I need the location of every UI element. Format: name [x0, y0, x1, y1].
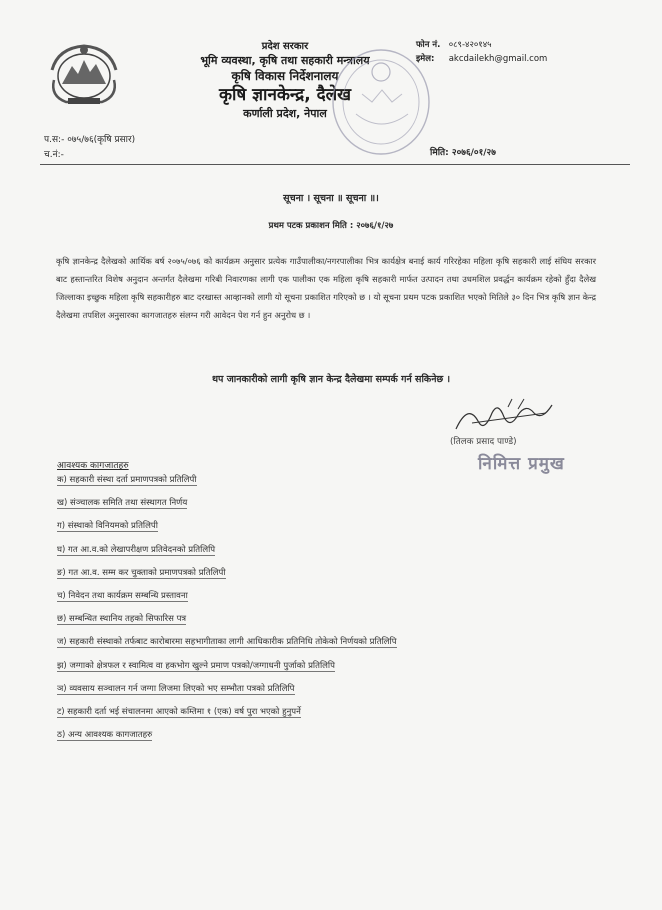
- letterhead-line-3: कृषि विकास निर्देशनालय: [231, 69, 339, 83]
- list-item: ञ) व्यवसाय सञ्चालन गर्न जग्गा लिजमा लिएको भए सम्भौता पत्रको प्रतिलिपि: [57, 683, 295, 694]
- list-item: छ) सम्बन्धित स्थानिय तहको सिफारिस पत्र: [57, 614, 187, 625]
- notice-body: कृषि ज्ञानकेन्द्र दैलेखको आर्थिक बर्ष २०७५/०७६ को कार्यक्रम अनुसार प्रत्येक गाउँपालीका/नगरपालीका भित्र कार्यक्षेत्र बनाई कार्य गरिरहेका महिला कृषि सहकारी लाई संघिय सरकार बाट हस्तान्तरित विशेष अनुदान अन्तर्गत दैलेखमा गरिबी निवारणका लागी एक पालीका एक महिला कृषि सहकारी मार्फत उत्पादन तथा उधमशिल प्रवर्द्धन कार्यक्रम रहेको हुँदा दैलेख जिल्लाका इच्छुक महिला कृषि सहकारीहरु बाट दरखास्त आव्हानको लागी यो सूचना प्रकाशित गरिएको छ । यो सूचना प्रथम पटक प्रकाशित भएको मितिले ३० दिन भित्र कृषि ज्ञान केन्द्र दैलेखमा तपशिल अनुसारका कागजातहरु संलग्न गरी आवेदन पेश गर्न हुन अनुरोध छ ।: [56, 256, 596, 320]
- signatory-designation-stamp: निमित्त प्रमुख: [478, 454, 565, 474]
- email-label: इमेल:: [416, 54, 435, 64]
- required-documents-heading: आवश्यक कागजातहरु: [57, 461, 129, 471]
- list-item: घ) गत आ.व.को लेखापरीक्षण प्रतिवेदनको प्रतिलिपि: [57, 544, 216, 555]
- list-item: ज) सहकारी संस्थाको तर्फबाट कारोबारमा सहभागीताका लागी आधिकारीक प्रतिनिधि तोकेको निर्णयको प्रतिलिपि: [57, 637, 397, 648]
- letterhead-province: कर्णाली प्रदेश, नेपाल: [243, 107, 327, 120]
- phone-value: ०८९-४२०१४५: [448, 40, 492, 50]
- list-item: ख) संञ्चालक समिति तथा संस्थागत निर्णय: [57, 498, 188, 509]
- phone-label: फोन नं.: [416, 40, 441, 50]
- list-item: ग) संस्थाको विनियमको प्रतिलिपी: [57, 521, 158, 532]
- chalani-number: च.नं:-: [44, 150, 64, 160]
- signatory-name: (तिलक प्रसाद पाण्डे): [450, 437, 517, 447]
- required-documents-list: [57, 474, 397, 752]
- email-value: akcdailekh@gmail.com: [448, 54, 548, 64]
- letterhead-line-2: भूमि व्यवस्था, कृषि तथा सहकारी मन्त्रालय: [200, 54, 370, 67]
- list-item: ठ) अन्य आवश्यक कागजातहरु: [57, 730, 153, 741]
- list-item: झ) जग्गाको क्षेत्रफल र स्वामित्व वा हकभोग खुल्ने प्रमाण पत्रको/जग्गाधनी पुर्जाको प्रतिलिपि: [57, 660, 335, 671]
- list-item: ट) सहकारी दर्ता भई संचालनमा आएको कम्तिमा १ (एक) वर्ष पुरा भएको हुनुपर्ने: [57, 706, 301, 717]
- more-info-line: थप जानकारीको लागी कृषि ज्ञान केन्द्र दैलेखमा सम्पर्क गर्न सकिनेछ ।: [211, 374, 451, 385]
- letter-date: मिति: २०७६/०१/२७: [430, 148, 496, 158]
- signature-icon: [448, 395, 568, 437]
- reference-block: [44, 133, 135, 163]
- publication-date: प्रथम पटक प्रकाशन मिति : २०७६/१/२७: [268, 221, 394, 231]
- letterhead-office-name: कृषि ज्ञानकेन्द्र, दैलेख: [218, 85, 352, 105]
- patra-sankhya: प.स:- ०७५/७६(कृषि प्रसार): [44, 135, 136, 145]
- list-item: च) निवेदन तथा कार्यक्रम सम्बन्धि प्रस्तावना: [57, 590, 188, 601]
- office-seal-icon: [326, 44, 436, 162]
- list-item: ङ) गत आ.व. सम्म कर चुक्ताको प्रमाणपत्रको प्रतिलिपी: [57, 567, 226, 578]
- nepal-emblem-icon: [48, 40, 120, 108]
- list-item: क) सहकारी संस्था दर्ता प्रमाणपत्रको प्रतिलिपी: [57, 475, 197, 485]
- notice-title: सूचना । सूचना ॥ सूचना ॥।: [283, 193, 379, 204]
- letterhead-line-1: प्रदेश सरकार: [261, 41, 309, 52]
- header-divider: [40, 164, 630, 165]
